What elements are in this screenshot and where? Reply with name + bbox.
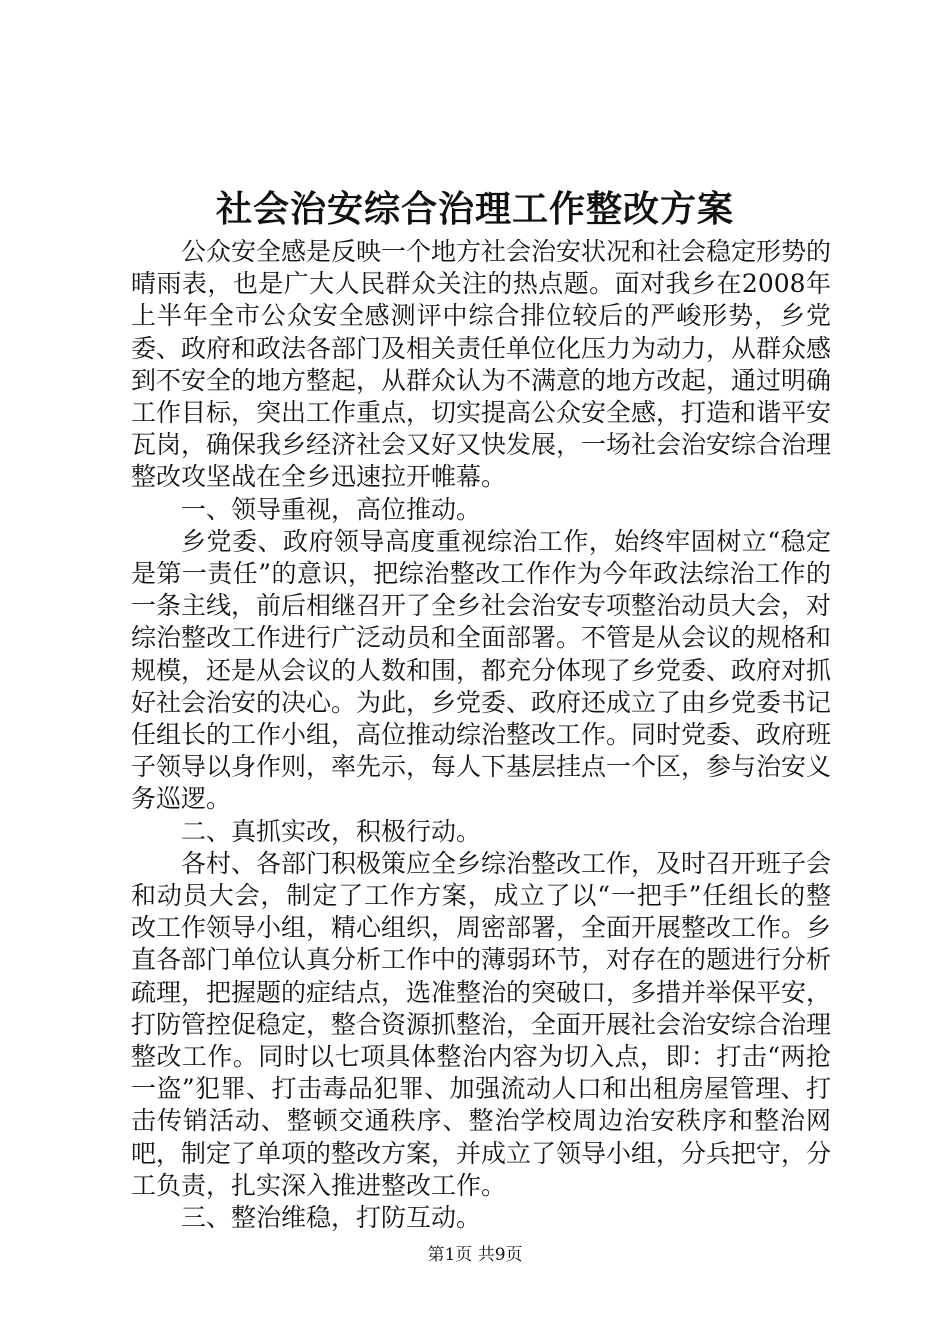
body-paragraph-section-1: 乡党委、政府领导高度重视综治工作，始终牢固树立“稳定是第一责任”的意识，把综治整改工作作为今年政法综治工作的一条主线，前后相继召开了全乡社会治安专项整治动员大会，对综治整改工作进行广泛动员和全面部署。不管是从会议的规格和规模，还是从会议的人数和围，都充分体现了乡党委、政府对抓好社会治安的决心。为此，乡党委、政府还成立了由乡党委书记任组长的工作小组，高位推动综治整改工作。同时党委、政府班子领导以身作则，率先示，每人下基层挂点一个区，参与治安义务巡逻。 (131, 526, 832, 814)
body-paragraph-intro: 公众安全感是反映一个地方社会治安状况和社会稳定形势的晴雨表，也是广大人民群众关注的热点题。面对我乡在2008年上半年全市公众安全感测评中综合排位较后的严峻形势，乡党委、政府和政法各部门及相关责任单位化压力为动力，从群众感到不安全的地方整起，从群众认为不满意的地方改起，通过明确工作目标，突出工作重点，切实提高公众安全感，打造和谐平安瓦岗，确保我乡经济社会又好又快发展，一场社会治安综合治理整改攻坚战在全乡迅速拉开帷幕。 (131, 237, 832, 492)
document-title: 社会治安综合治理工作整改方案 (215, 188, 734, 230)
document-body (131, 236, 831, 1234)
page-footer: 第1页 共9页 (427, 1245, 523, 1265)
section-heading-3: 三、整治维稳，打防互动。 (181, 1203, 482, 1233)
section-heading-1: 一、领导重视，高位推动。 (181, 494, 482, 524)
section-heading-2: 二、真抓实改，积极行动。 (181, 816, 482, 846)
body-paragraph-section-2: 各村、各部门积极策应全乡综治整改工作，及时召开班子会和动员大会，制定了工作方案，成立了以“一把手”任组长的整改工作领导小组，精心组织，周密部署，全面开展整改工作。乡直各部门单位认真分析工作中的薄弱环节，对存在的题进行分析疏理，把握题的症结点，选准整治的突破口，多措并举保平安，打防管控促稳定，整合资源抓整治，全面开展社会治安综合治理整改工作。同时以七项具体整治内容为切入点，即：打击“两抢一盗”犯罪、打击毒品犯罪、加强流动人口和出租房屋管理、打击传销活动、整顿交通秩序、整治学校周边治安秩序和整治网吧，制定了单项的整改方案，并成立了领导小组，分兵把守，分工负责，扎实深入推进整改工作。 (131, 848, 832, 1200)
